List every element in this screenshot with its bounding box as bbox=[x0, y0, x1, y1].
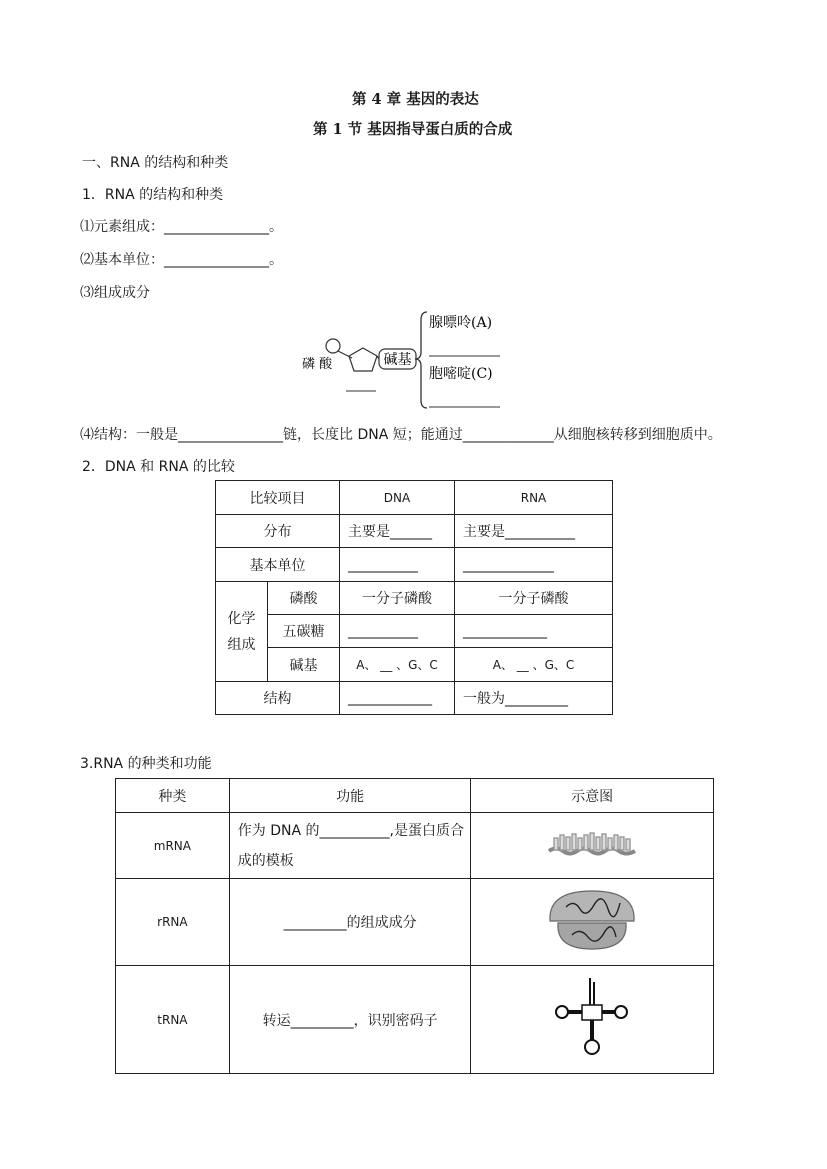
base-label: 碱基 bbox=[383, 352, 412, 368]
ribosome-diagram bbox=[544, 887, 640, 953]
type-rrna: rRNA bbox=[116, 879, 230, 966]
rrna-diagram-cell bbox=[471, 879, 714, 966]
trna-function: 转运_________，识别密码子 bbox=[229, 966, 471, 1074]
section-title: 第 1 节 基因指导蛋白质的合成 bbox=[313, 121, 513, 138]
nucleotide-diagram bbox=[296, 308, 516, 413]
cell-struct-rna: 一般为_________ bbox=[455, 682, 613, 715]
cytosine-label: 胞嘧啶(C) bbox=[429, 366, 493, 382]
header-diagram: 示意图 bbox=[471, 779, 714, 813]
cell-unit-dna: __________ bbox=[340, 548, 455, 582]
header-rna: RNA bbox=[455, 481, 613, 515]
trna-diagram bbox=[553, 976, 631, 1060]
row-basic-unit: 基本单位 bbox=[216, 548, 340, 582]
mrna-function: 作为 DNA 的__________,是蛋白质合成的模板 bbox=[229, 813, 471, 879]
question-structure: ⑷结构：一般是_______________链，长度比 DNA 短；能通过_____________从细胞核转移到细胞质中。 bbox=[80, 427, 722, 443]
adenine-label: 腺嘌呤(A) bbox=[429, 315, 493, 331]
cell-base-dna: A、 __ 、G、C bbox=[340, 648, 455, 682]
row-sugar: 五碳糖 bbox=[268, 615, 340, 648]
mrna-diagram-cell bbox=[471, 813, 714, 879]
row-structure: 结构 bbox=[216, 682, 340, 715]
header-item: 比较项目 bbox=[216, 481, 340, 515]
trna-diagram-cell bbox=[471, 966, 714, 1074]
phosphate-circle bbox=[326, 339, 340, 353]
cell-dist-rna: 主要是__________ bbox=[455, 515, 613, 548]
part1-heading: 一、RNA 的结构和种类 bbox=[82, 155, 229, 171]
type-trna: tRNA bbox=[116, 966, 230, 1074]
row-base: 碱基 bbox=[268, 648, 340, 682]
brace bbox=[415, 312, 427, 408]
row-chem-composition: 化学 组成 bbox=[216, 582, 268, 682]
chapter-title: 第 4 章 基因的表达 bbox=[352, 91, 479, 108]
cell-sugar-rna: ____________ bbox=[455, 615, 613, 648]
type-mrna: mRNA bbox=[116, 813, 230, 879]
cell-base-rna: A、 __ 、G、C bbox=[455, 648, 613, 682]
dna-rna-compare-table bbox=[215, 480, 613, 715]
cell-phos-rna: 一分子磷酸 bbox=[455, 582, 613, 615]
cell-dist-dna: 主要是______ bbox=[340, 515, 455, 548]
header-type: 种类 bbox=[116, 779, 230, 813]
question-components: ⑶组成成分 bbox=[80, 285, 150, 301]
row-distribution: 分布 bbox=[216, 515, 340, 548]
header-dna: DNA bbox=[340, 481, 455, 515]
rrna-function: _________的组成成分 bbox=[229, 879, 471, 966]
phosphate-label: 磷 酸 bbox=[302, 357, 333, 372]
subheading-3: 3.RNA 的种类和功能 bbox=[80, 756, 212, 772]
cell-unit-rna: _____________ bbox=[455, 548, 613, 582]
question-elements: ⑴元素组成：_______________。 bbox=[80, 219, 283, 235]
question-basic-unit: ⑵基本单位：_______________。 bbox=[80, 252, 283, 268]
subheading-2: 2．DNA 和 RNA 的比较 bbox=[82, 459, 235, 475]
cell-sugar-dna: __________ bbox=[340, 615, 455, 648]
rna-types-table bbox=[115, 778, 714, 1074]
header-function: 功能 bbox=[229, 779, 471, 813]
cell-struct-dna: ____________ bbox=[340, 682, 455, 715]
mrna-diagram bbox=[546, 829, 638, 859]
ribose-pentagon bbox=[349, 348, 377, 371]
subheading-1: 1．RNA 的结构和种类 bbox=[82, 187, 224, 203]
cell-phos-dna: 一分子磷酸 bbox=[340, 582, 455, 615]
row-phosphate: 磷酸 bbox=[268, 582, 340, 615]
